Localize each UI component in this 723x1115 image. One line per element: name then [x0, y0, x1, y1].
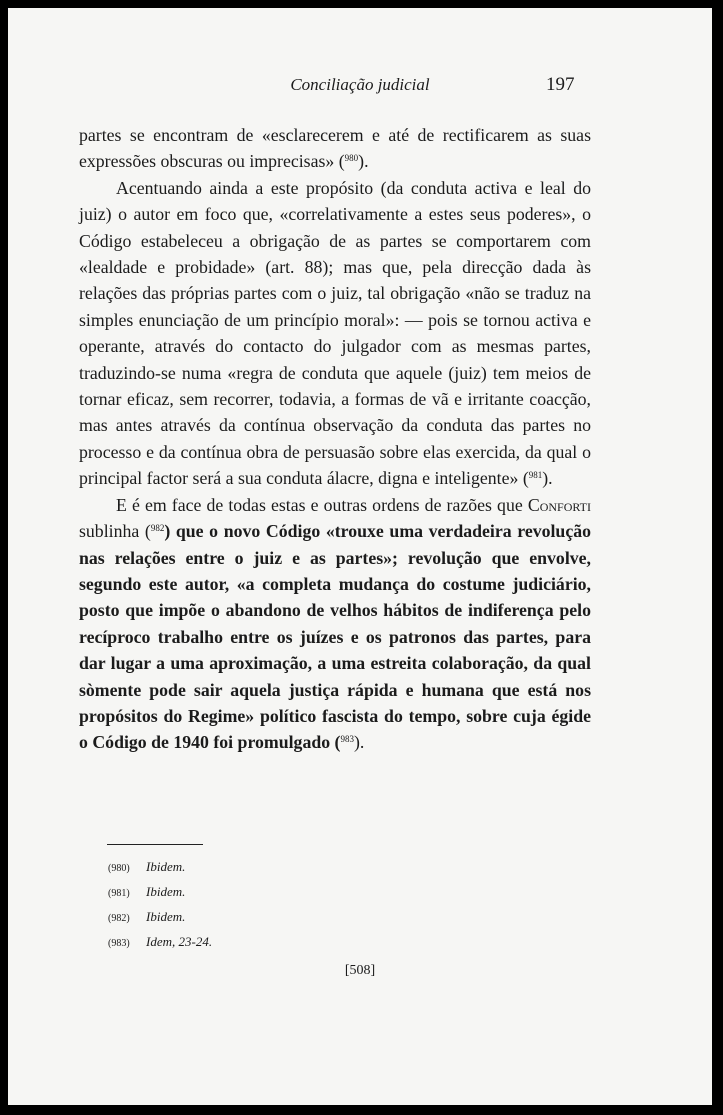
- paragraph-1-text: partes se encontram de «esclarecerem e até de rectificarem as suas expressões obscuras ou imprecisas» (: [79, 125, 591, 172]
- paragraph-3-text: E é em face de todas estas e outras ordens de razões que: [116, 494, 528, 515]
- paragraph-2-close: ).: [542, 468, 553, 489]
- paragraph-1: [79, 122, 591, 175]
- paragraph-2-text: Acentuando ainda a este propósito (da conduta activa e leal do juiz) o autor em foco que, «correlativamente a estes seus poderes», o Código estabeleceu a obrigação de as partes se comportarem com «lealdade e probidade» (art. 88); mas que, pela direcção dada às relações das próprias partes com o juiz, tal obrigação «não se traduz na simples enunciação de um princípio moral»: — pois se tornou activa e operante, através do contacto do julgador com as mesmas partes, traduzindo-se numa «regra de conduta que aquele (juiz) tem meios de tornar eficaz, sem recorrer, todavia, a formas de vã e irritante coacção, mas antes através da contínua observação da conduta das partes no processo e da contínua obra de persuasão sobre elas exercida, da qual o principal factor será a sua conduta álacre, digna e inteligente» (: [79, 177, 591, 489]
- footnote-text: Idem, 23-24.: [146, 934, 213, 949]
- footnote-ref-983: 983: [340, 734, 354, 745]
- running-head: Conciliação judicial: [290, 75, 430, 94]
- paragraph-1-close: ).: [358, 151, 369, 172]
- paragraph-3-text-b: sublinha (: [79, 521, 151, 542]
- footnote-ref-981: 981: [528, 470, 543, 481]
- paragraph-2: [79, 175, 591, 492]
- author-name: Conforti: [527, 494, 591, 515]
- footnote-ref-982: 982: [150, 523, 165, 534]
- folio-number: [508]: [344, 963, 376, 978]
- footnote: [108, 930, 212, 955]
- footnote-mark: (981): [108, 888, 130, 899]
- footnote: [108, 905, 212, 930]
- paragraph-3-text-c: ) que o novo Código «trouxe uma verdadeira revolução nas relações entre o juiz e as partes»; revolução que envolve, segundo este autor, «a completa mudança do costume judiciário, posto que impõe o abandono de velhos hábitos de indiferença pelo recíproco trabalho entre os juízes e os patronos das partes, para dar lugar a uma aproximação, a uma estreita colaboração, da qual sòmente pode sair aquela justiça rápida e humana que está nos propósitos do Regime» político fascista do tempo, sobre cuja égide o Código de 1940 foi promulgado (: [79, 521, 591, 753]
- footnote-text: Ibidem.: [146, 909, 186, 924]
- scanned-page: [8, 8, 712, 1105]
- footnote-mark: (983): [108, 938, 130, 949]
- page-number: 197: [546, 74, 575, 95]
- footnote-mark: (980): [108, 863, 130, 874]
- footnote-text: Ibidem.: [146, 884, 186, 899]
- footnote-separator: [107, 844, 203, 845]
- footnote: [108, 855, 212, 880]
- footnote: [108, 880, 212, 905]
- body-text: [79, 122, 591, 756]
- footnote-ref-980: 980: [344, 153, 359, 164]
- paragraph-3: [79, 492, 591, 756]
- footnotes: [108, 855, 212, 955]
- footnote-mark: (982): [108, 913, 130, 924]
- paragraph-3-close: ).: [353, 732, 365, 753]
- footnote-text: Ibidem.: [146, 859, 186, 874]
